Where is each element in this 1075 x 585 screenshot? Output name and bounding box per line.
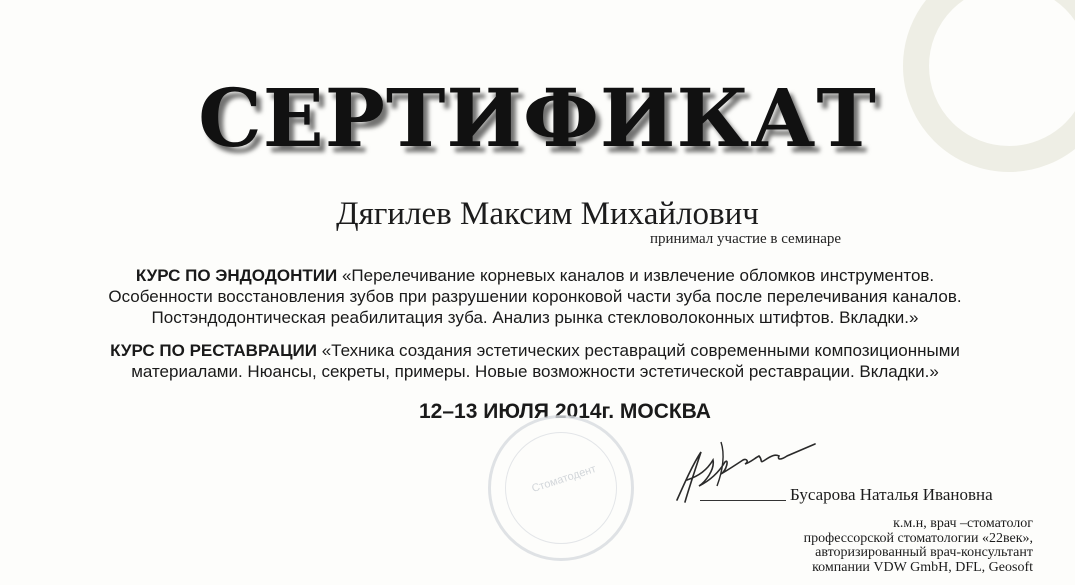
course-description-line: «Перелечивание корневых каналов и извлечение обломков инструментов. bbox=[341, 266, 935, 285]
course-restoration bbox=[70, 340, 1000, 382]
recipient-name: Дягилев Максим Михайлович bbox=[336, 196, 759, 232]
course-description-line: Постэндодонтическая реабилитация зуба. Анализ рынка стекловолоконных штифтов. Вкладки.» bbox=[151, 308, 919, 327]
course-description-line: Особенности восстановления зубов при разрушении коронковой части зуба после перелечивания каналов. bbox=[108, 287, 962, 306]
course-description-line: материалами. Нюансы, секреты, примеры. Новые возможности эстетической реставрации. Вкладки.» bbox=[131, 362, 939, 381]
signer-name: Бусарова Наталья Ивановна bbox=[790, 485, 993, 504]
stamp bbox=[488, 415, 634, 561]
course-endodontics bbox=[70, 265, 1000, 328]
certificate-title: СЕРТИФИКАТ bbox=[198, 71, 877, 165]
signer-credentials bbox=[804, 517, 1033, 575]
credential-line: к.м.н, врач –стоматолог bbox=[893, 516, 1033, 531]
credential-line: профессорской стоматологии «22век», bbox=[803, 530, 1033, 546]
date-location: 12–13 ИЮЛЯ 2014г. МОСКВА bbox=[419, 400, 711, 423]
credential-line: авторизированный врач-консультант bbox=[815, 545, 1033, 560]
course-heading: КУРС ПО ЭНДОДОНТИИ bbox=[135, 266, 338, 285]
course-description-line: «Техника создания эстетических реставраций современными композиционными bbox=[321, 341, 960, 360]
signature-line bbox=[700, 500, 786, 501]
credential-line: компании VDW GmbH, DFL, Geosoft bbox=[812, 559, 1033, 575]
course-heading: КУРС ПО РЕСТАВРАЦИИ bbox=[110, 341, 317, 360]
stamp-label: Стоматодент bbox=[530, 462, 598, 496]
participation-note: принимал участие в семинаре bbox=[650, 231, 842, 247]
